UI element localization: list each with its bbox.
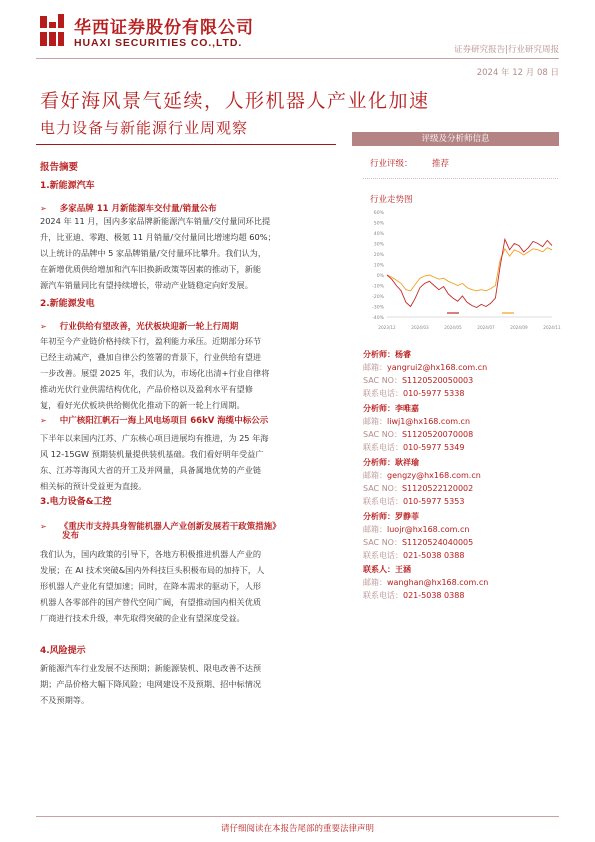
para-line: 东、江苏等海风大省的开工及并网量，具备属地优势的产业链 bbox=[40, 465, 262, 475]
analyst-email: gengzy@hx168.com.cn bbox=[387, 471, 481, 480]
y-tick-label: -40% bbox=[372, 316, 384, 321]
summary-label: 报告摘要 bbox=[40, 162, 79, 173]
analyst-sac: S1120520070008 bbox=[401, 430, 474, 439]
bullet-item bbox=[40, 408, 268, 427]
arrow-icon: ➢ bbox=[40, 416, 47, 425]
contact-email: wanghan@hx168.com.cn bbox=[387, 578, 489, 587]
x-tick-label: 2023/12 bbox=[378, 325, 396, 330]
section-heading-equipment: 3.电力设备&工控 bbox=[40, 497, 112, 507]
analyst-sac: S1120522120002 bbox=[401, 484, 474, 493]
y-tick-label: 60% bbox=[373, 211, 384, 216]
section-heading-risk: 4.风险提示 bbox=[40, 646, 86, 656]
y-tick-label: 20% bbox=[373, 253, 384, 258]
para-line: 一步改善。展望 2025 年，我们认为，市场化出清+行业自律将 bbox=[40, 368, 270, 378]
title-divider bbox=[36, 144, 336, 145]
email-label: 邮箱： bbox=[363, 417, 387, 426]
bullet-item bbox=[40, 314, 238, 333]
sidebar-header: 评级及分析师信息 bbox=[352, 132, 559, 146]
para-line: 升，比亚迪、零跑、极氪 11 月销量/交付量同比增速均超 60%； bbox=[40, 232, 276, 242]
para-line: 期；产品价格大幅下降风险；电网建设不及预期、招中标情况 bbox=[40, 679, 262, 689]
sidebar-divider bbox=[363, 178, 558, 179]
para-line: 形机器人产业化有望加速；同时，在降本需求的驱动下，人形 bbox=[40, 581, 262, 591]
analyst-phone: 010-5977 5353 bbox=[403, 497, 465, 506]
analyst-name: 杨睿 bbox=[395, 350, 411, 359]
x-tick-label: 2024/09 bbox=[510, 325, 528, 330]
para-line: 以上统计的品牌中 5 家品牌销量/交付量环比攀升。我们认为， bbox=[40, 248, 267, 258]
legal-disclaimer: 请仔细阅读在本报告尾部的重要法律声明 bbox=[220, 824, 374, 834]
analyst-sac: S1120520050003 bbox=[401, 376, 474, 385]
footer-divider bbox=[36, 816, 559, 817]
x-tick-label: 2024/05 bbox=[444, 325, 462, 330]
industry-trend-chart bbox=[363, 208, 561, 333]
sac-label: SAC NO： bbox=[363, 538, 402, 547]
bullet-text: 行业供给有望改善，光伏板块迎新一轮上行周期 bbox=[59, 322, 239, 332]
phone-label: 联系电话： bbox=[363, 443, 403, 452]
company-name-en: HUAXI SECURITIES CO.,LTD. bbox=[74, 37, 243, 49]
para-line: 新能源汽车行业发展不达预期；新能源装机、限电改善不达预 bbox=[40, 663, 262, 673]
arrow-icon: ➢ bbox=[40, 522, 47, 531]
contact-phone: 021-5038 0388 bbox=[403, 591, 465, 600]
para-line: 年初至今产业链价格持续下行，盈利能力承压。近期部分环节 bbox=[40, 336, 262, 346]
analyst-name-label: 分析师： bbox=[363, 350, 395, 359]
x-tick-label: 2024/03 bbox=[411, 325, 429, 330]
para-line: 我们认为，国内政策的引导下，各地方积极推进机器人产业的 bbox=[40, 549, 262, 559]
rating-label: 行业评级： bbox=[370, 159, 413, 169]
para-line: 源汽车销量同比有望持续增长，带动产业链稳定向好发展。 bbox=[40, 280, 253, 290]
para-line: 复，看好光伏板块供给侧优化推动下的新一轮上行周期。 bbox=[40, 400, 245, 410]
x-tick-label: 2024/07 bbox=[477, 325, 495, 330]
y-tick-label: 0% bbox=[376, 274, 384, 279]
para-line: 在新增优质供给增加和汽车旧换新政策等因素的推动下，新能 bbox=[40, 264, 262, 274]
para-line: 相关标的预计受益更为直接。 bbox=[40, 481, 147, 491]
bullet-text: 多家品牌 11 月新能源车交付量/销量公布 bbox=[59, 204, 217, 214]
y-tick-label: -20% bbox=[372, 295, 384, 300]
para-line: 机器人各零部件的国产替代空间广阔，有望推动国内相关优质 bbox=[40, 597, 262, 607]
email-label: 邮箱： bbox=[363, 363, 387, 372]
chart-title: 行业走势图 bbox=[370, 195, 413, 205]
bullet-text: 《重庆市支持具身智能机器人产业创新发展若干政策措施》 bbox=[59, 522, 281, 532]
rating-value: 推荐 bbox=[432, 159, 450, 169]
analyst-email: luojr@hx168.com.cn bbox=[387, 525, 470, 534]
y-tick-label: -30% bbox=[372, 305, 384, 311]
sac-label: SAC NO： bbox=[363, 484, 402, 493]
arrow-icon: ➢ bbox=[40, 322, 47, 331]
series-line bbox=[387, 248, 552, 291]
analyst-name: 耿祥瑜 bbox=[395, 458, 419, 467]
analyst-sac: S1120524040005 bbox=[401, 538, 474, 547]
y-tick-label: 10% bbox=[373, 263, 384, 269]
y-tick-label: 30% bbox=[373, 242, 384, 248]
section-heading-power: 2.新能源发电 bbox=[40, 299, 95, 309]
analyst-name: 李唯嘉 bbox=[395, 404, 419, 413]
para-line: 2024 年 11 月，国内多家品牌新能源汽车销量/交付量同环比提 bbox=[40, 216, 271, 226]
y-tick-label: -10% bbox=[372, 284, 384, 290]
email-label: 邮箱： bbox=[363, 525, 387, 534]
bullet-text: 中广核阳江帆石一海上风电场项目 66kV 海缆中标公示 bbox=[59, 416, 269, 426]
sac-label: SAC NO： bbox=[363, 376, 402, 385]
paragraph-risk bbox=[40, 660, 332, 708]
page-subtitle: 电力设备与新能源行业周观察 bbox=[40, 119, 249, 137]
para-line: 下半年以来国内江苏、广东核心项目进展均有推进，为 25 年海 bbox=[40, 433, 269, 443]
arrow-icon: ➢ bbox=[40, 204, 47, 213]
email-label: 邮箱： bbox=[363, 471, 387, 480]
analyst-email: liwj1@hx168.com.cn bbox=[387, 417, 471, 426]
para-line: 厂商进行技术升级，率先取得突破的企业有望深度受益。 bbox=[40, 613, 245, 623]
analyst-name-label: 分析师： bbox=[363, 458, 395, 467]
phone-label: 联系电话： bbox=[363, 551, 403, 560]
page-title: 看好海风景气延续，人形机器人产业化加速 bbox=[40, 90, 430, 112]
contact-card bbox=[363, 563, 563, 602]
phone-label: 联系电话： bbox=[363, 497, 403, 506]
analyst-name: 罗静菲 bbox=[395, 512, 419, 521]
analyst-phone: 010-5977 5349 bbox=[403, 443, 465, 452]
analyst-card bbox=[363, 510, 563, 562]
x-tick-label: 2024/11 bbox=[543, 325, 561, 330]
paragraph-ev bbox=[40, 213, 332, 293]
y-tick-label: 40% bbox=[373, 232, 384, 237]
phone-label: 联系电话： bbox=[363, 591, 403, 600]
para-line: 不及预期等。 bbox=[40, 695, 90, 705]
para-line: 风 12-15GW 预期装机量提供装机基础。我们看好明年受益广 bbox=[40, 449, 264, 459]
para-line: 已经主动减产，叠加自律公约签署的背景下，行业供给有望进 bbox=[40, 352, 262, 362]
sac-label: SAC NO： bbox=[363, 430, 402, 439]
company-logo-icon bbox=[38, 12, 66, 48]
series-line bbox=[387, 239, 552, 307]
paragraph-pv bbox=[40, 333, 332, 413]
report-type: 证券研究报告|行业研究周报 bbox=[454, 45, 559, 55]
paragraph-robot bbox=[40, 546, 332, 626]
analyst-phone: 021-5038 0388 bbox=[403, 551, 465, 560]
company-name-cn: 华西证券股份有限公司 bbox=[74, 18, 254, 38]
analyst-card bbox=[363, 456, 563, 508]
contact-name: 王涵 bbox=[395, 565, 411, 574]
para-line: 推动光伏行业供需结构优化，产品价格以及盈利水平有望修 bbox=[40, 384, 253, 394]
analyst-name-label: 分析师： bbox=[363, 404, 395, 413]
analyst-email: yangrui2@hx168.com.cn bbox=[387, 363, 488, 372]
analyst-phone: 010-5977 5338 bbox=[403, 389, 465, 398]
phone-label: 联系电话： bbox=[363, 389, 403, 398]
bullet-text-cont: 发布 bbox=[62, 531, 80, 541]
contact-name-label: 联系人： bbox=[363, 565, 395, 574]
section-heading-ev: 1.新能源汽车 bbox=[40, 181, 95, 191]
y-tick-label: 50% bbox=[373, 221, 384, 227]
header-divider bbox=[36, 58, 559, 59]
paragraph-wind bbox=[40, 430, 332, 494]
analyst-card bbox=[363, 348, 563, 400]
analyst-card bbox=[363, 402, 563, 454]
analyst-name-label: 分析师： bbox=[363, 512, 395, 521]
report-date: 2024 年 12 月 08 日 bbox=[476, 68, 559, 78]
para-line: 发展；在 AI 技术突破&国内外科技巨头积极布局的加持下，人 bbox=[40, 565, 265, 575]
email-label: 邮箱： bbox=[363, 578, 387, 587]
